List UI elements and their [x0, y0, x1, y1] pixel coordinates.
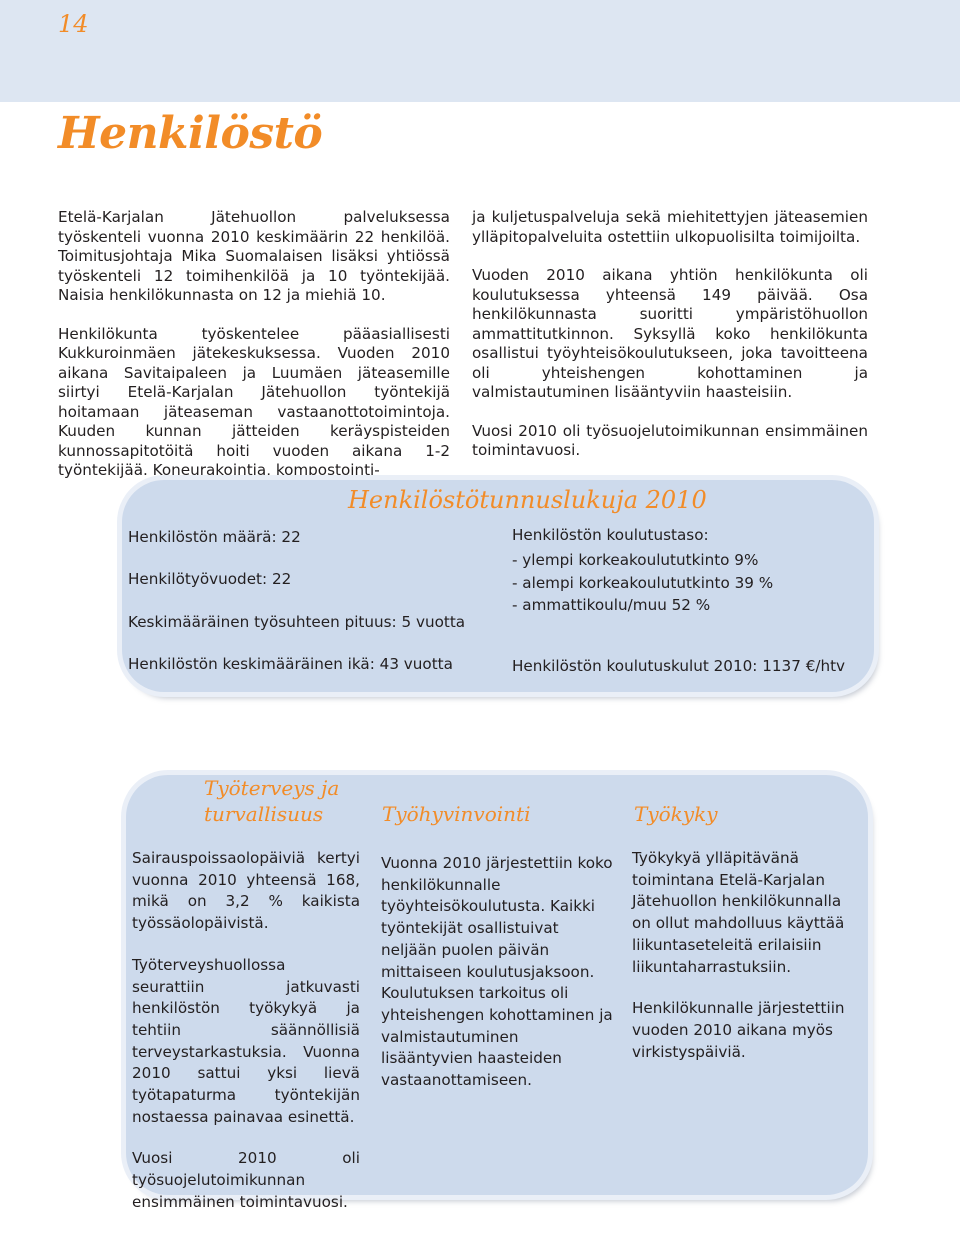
column-paragraph: Työterveyshuollossa seurattiin jatkuvasti henkilöstön työkykyä ja tehtiin säännöllisiä terveystarkastuksia. Vuonna 2010 sattui yksi lievä työtapaturma työntekijän nostaessa painavaa esinettä.	[132, 955, 360, 1126]
avg-tenure-figure: Keskimääräinen työsuhteen pituus: 5 vuotta	[128, 613, 466, 631]
wellbeing-title: Työhyvinvointi	[382, 802, 531, 826]
intro-paragraph: Henkilökunta työskentelee pääasiallisesti Kukkuroinmäen jätekeskuksessa. Vuoden 2010 aikana Savitaipaleen ja Luumäen jäteasemille siirtyi Etelä-Karjalan Jätehuollon työntekijä hoitamaan jäteaseman vastaanottotoimintoja. Kuuden kunnan jätteiden keräyspisteiden kunnossapitotöitä hoiti vuoden aikana 1-2 työntekijää. Koneurakointia, kompostointi-	[58, 324, 450, 479]
occupational-health-column	[132, 848, 360, 1234]
education-level-item: - ammattikoulu/muu 52 %	[512, 596, 711, 614]
intro-paragraph: ja kuljetuspalveluja sekä miehitettyjen jäteasemien ylläpitopalveluita ostettiin ulkopuolisilta toimijoilta.	[472, 208, 868, 246]
column-paragraph: Henkilökunnalle järjestettiin vuoden 2010 aikana myös virkistyspäiviä.	[632, 999, 845, 1061]
intro-left-column	[58, 208, 450, 500]
work-ability-title: Työkyky	[634, 802, 718, 826]
column-paragraph: Sairauspoissaolopäiviä kertyi vuonna 2010 yhteensä 168, mikä on 3,2 % kaikista työssäolopäivistä.	[132, 849, 360, 933]
education-level-item: - ylempi korkeakoulututkinto 9%	[512, 551, 759, 569]
key-figures-box	[122, 480, 874, 692]
education-levels-list	[512, 549, 773, 617]
wellbeing-column	[381, 853, 613, 1112]
intro-paragraph: Vuoden 2010 aikana yhtiön henkilökunta oli koulutuksessa yhteensä 149 päivää. Osa henkilökunnasta suoritti ympäristöhuollon ammattitutkinnon. Syksyllä koko henkilökunta osallistui työyhteisökoulutukseen, joka tavoitteena oli yhteishengen kohottaminen ja valmistautuminen lisääntyviin haasteisiin.	[472, 266, 868, 401]
avg-age-figure: Henkilöstön keskimääräinen ikä: 43 vuotta	[128, 655, 453, 673]
column-paragraph: Työkykyä ylläpitävänä toimintana Etelä-Karjalan Jätehuollon henkilökunnalla on ollut mahdolluus käyttää liikuntaseteleitä erilaisiin liikuntaharrastuksiin.	[632, 849, 845, 976]
intro-paragraph: Vuosi 2010 oli työsuojelutoimikunnan ensimmäinen toimintavuosi.	[472, 421, 868, 459]
headcount-figure: Henkilöstön määrä: 22	[128, 528, 301, 546]
occupational-health-title: Työterveys ja turvallisuus	[204, 776, 340, 826]
education-level-item: - alempi korkeakoulututkinto 39 %	[512, 573, 774, 592]
person-years-figure: Henkilötyövuodet: 22	[128, 570, 292, 588]
page-number: 14	[58, 10, 89, 38]
header-band	[0, 0, 960, 102]
work-ability-column	[632, 848, 852, 1083]
intro-paragraph: Etelä-Karjalan Jätehuollon palveluksessa työskenteli vuonna 2010 keskimäärin 22 henkilöä. Toimitusjohtaja Mika Suomalaisen lisäksi yhtiössä työskenteli 12 toimihenkilöä ja 10 työntekijää. Naisia henkilökunnasta on 12 ja miehiä 10.	[58, 208, 450, 304]
column-paragraph: Vuonna 2010 järjestettiin koko henkilökunnalle työyhteisökoulutusta. Kaikki työntekijät osallistuivat neljään puolen päivän mittaiseen koulutusjaksoon. Koulutuksen tarkoitus oli yhteishengen kohottaminen ja valmistautuminen lisääntyvien haasteiden vastaanottamiseen.	[381, 854, 613, 1090]
education-heading: Henkilöstön koulutustaso:	[512, 526, 709, 544]
wellbeing-box	[126, 775, 868, 1211]
key-figures-title: Henkilöstötunnuslukuja 2010	[348, 486, 707, 514]
training-cost-figure: Henkilöstön koulutuskulut 2010: 1137 €/htv	[512, 657, 846, 675]
intro-right-column	[472, 208, 868, 480]
page-title: Henkilöstö	[58, 108, 323, 159]
column-paragraph: Vuosi 2010 oli työsuojelutoimikunnan ensimmäinen toimintavuosi.	[132, 1149, 360, 1211]
